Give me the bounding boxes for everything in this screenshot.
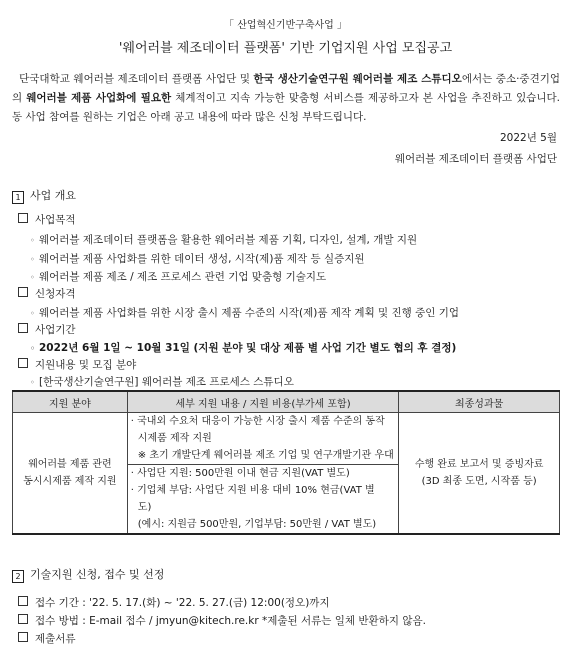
period-bullet: ◦ 2022년 6월 1일 ~ 10월 31일 (지원 분야 및 대상 제품 별 사업 기간 별도 협의 후 결정): [30, 342, 457, 354]
purpose-bullet: ◦ 웨어러블 제품 제조 / 제조 프로세스 관련 기업 맞춤형 기술지도: [30, 271, 327, 283]
support-bullet: ◦ [한국생산기술연구원] 웨어러블 제조 프로세스 스튜디오: [30, 376, 294, 388]
eligibility-bullet: ◦ 웨어러블 제품 사업화를 위한 시장 출시 제품 수준의 시작(제)품 제작 계획 및 진행 중인 기업: [30, 307, 460, 319]
square-bullet-icon: [18, 596, 28, 606]
header-result: 최종성과물: [399, 391, 560, 413]
result-cell: 수행 완료 보고서 및 증빙자료 (3D 최종 도면, 시작품 등): [399, 413, 560, 535]
support-item: 지원내용 및 모집 분야: [18, 357, 136, 372]
intro-text-3: 체계적이고 지속 가능한 맞춤형 서비스를 제공하고자 본 사업을 추진하고 있습니다. 동 사업 참여를 원하는 기업은 아래 공고 내용에 따라 많은 신청 부탁드립니다.: [12, 92, 560, 123]
header-detail: 세부 지원 내용 / 지원 비용(부가세 포함): [127, 391, 399, 413]
field-cell: 웨어러블 제품 관련 동시시제품 제작 지원: [13, 413, 128, 535]
intro-text-2: 에서는 중소·중견기업의: [12, 73, 561, 104]
square-bullet-icon: [18, 213, 28, 223]
intro-bold-2: 웨어러블 제품 사업화에 필요한: [26, 92, 172, 104]
header-field: 지원 분야: [13, 391, 128, 413]
circle-bullet-icon: ◦: [30, 378, 35, 387]
eligibility-item: 신청자격: [18, 286, 76, 301]
table-row: [13, 413, 560, 535]
notice-date: 2022년 5월: [499, 132, 557, 144]
period-item: 사업기간: [18, 322, 76, 337]
purpose-bullet: ◦ 웨어러블 제품 사업화를 위한 데이터 생성, 시작(제)품 제작 등 실증지원: [30, 253, 365, 265]
support-table: [12, 390, 560, 535]
intro-bold-1: 한국 생산기술연구원 웨어러블 제조 스튜디오: [253, 73, 462, 85]
intro-text-1: 단국대학교 웨어러블 제조데이터 플랫폼 사업단 및: [19, 73, 254, 85]
issuing-org: 웨어러블 제조데이터 플랫폼 사업단: [394, 153, 557, 165]
section-2-heading: [12, 566, 164, 583]
notice-title: '웨어러블 제조데이터 플랫폼' 기반 기업지원 사업 모집공고: [118, 41, 453, 56]
table-header-row: [13, 391, 560, 413]
section-number-box: 1: [12, 191, 24, 204]
circle-bullet-icon: ◦: [30, 255, 35, 264]
circle-bullet-icon: ◦: [30, 273, 35, 282]
detail-bottom: · 사업단 지원: 500만원 이내 현금 지원(VAT 별도) · 기업체 부담: 사업단 지원 비용 대비 10% 현금(VAT 별 도) (예시: 지원금 500만원, 기업부담: 50만원 / VAT 별도): [130, 468, 377, 530]
application-period-item: 접수 기간 : '22. 5. 17.(화) ~ '22. 5. 27.(금) 12:00(정오)까지: [18, 595, 330, 610]
square-bullet-icon: [18, 358, 28, 368]
documents-item: 제출서류: [18, 631, 76, 646]
program-subtitle: 「 산업혁신기반구축사업 」: [224, 20, 347, 31]
application-method-item: 접수 방법 : E-mail 접수 / jmyun@kitech.re.kr *제출된 서류는 일체 반환하지 않음.: [18, 613, 426, 628]
circle-bullet-icon: ◦: [30, 236, 35, 245]
detail-top: · 국내외 수요처 대응이 가능한 시장 출시 제품 수준의 동작 시제품 제작 지원 ※ 초기 개발단계 웨어러블 제조 기업 및 연구개발기관 우대: [128, 413, 399, 465]
section-number-box: 2: [12, 570, 24, 583]
intro-paragraph: [12, 70, 560, 127]
square-bullet-icon: [18, 614, 28, 624]
section-1-title: 사업 개요: [30, 189, 77, 202]
purpose-bullet: ◦ 웨어러블 제조데이터 플랫폼을 활용한 웨어러블 제품 기획, 디자인, 설계, 개발 지원: [30, 234, 418, 246]
square-bullet-icon: [18, 632, 28, 642]
circle-bullet-icon: ◦: [30, 309, 35, 318]
section-2-title: 기술지원 신청, 접수 및 선정: [30, 568, 165, 581]
purpose-item: 사업목적: [18, 212, 76, 227]
section-1-heading: [12, 187, 76, 204]
square-bullet-icon: [18, 323, 28, 333]
square-bullet-icon: [18, 287, 28, 297]
detail-cell: [127, 413, 399, 535]
circle-bullet-icon: ◦: [30, 344, 36, 353]
